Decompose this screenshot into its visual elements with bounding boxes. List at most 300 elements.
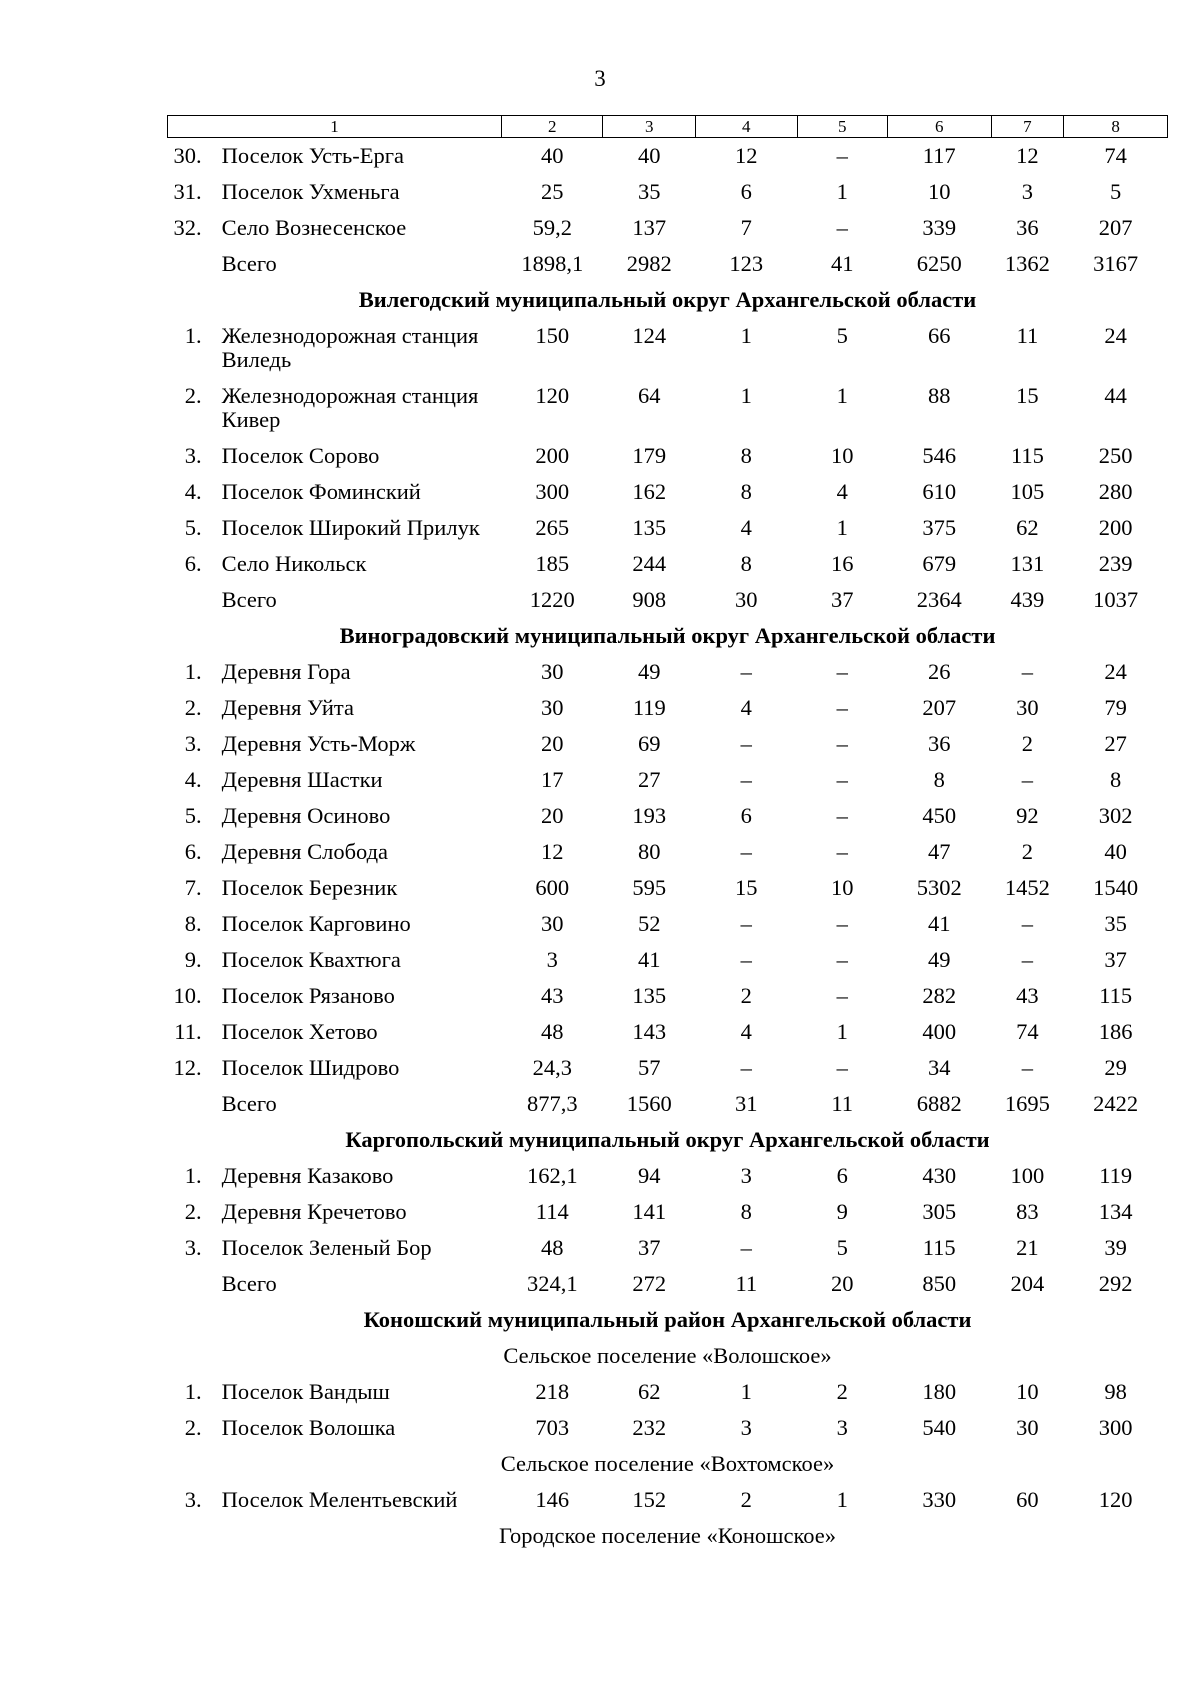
table-row — [168, 978, 1168, 1014]
value-col-4: – — [740, 731, 752, 756]
value-col-6: 6250 — [916, 251, 962, 276]
value-col-7: 92 — [1016, 803, 1039, 828]
row-number: 5. — [184, 515, 202, 540]
row-number: 2. — [184, 383, 202, 408]
row-number — [168, 1266, 212, 1302]
value-col-4: 15 — [735, 875, 758, 900]
value-col-4: – — [740, 767, 752, 792]
value-col-5: 1 — [836, 1487, 848, 1512]
value-col-3: 908 — [632, 587, 667, 612]
value-col-3: 64 — [638, 383, 661, 408]
value-col-3: 162 — [632, 479, 667, 504]
value-col-5: – — [836, 983, 848, 1008]
settlement-name: Железнодорожная станция Кивер — [221, 383, 479, 432]
row-number: 31. — [173, 179, 202, 204]
value-col-2: 48 — [541, 1235, 564, 1260]
value-col-8: 24 — [1104, 323, 1127, 348]
row-number: 2. — [184, 1199, 202, 1224]
value-col-8: 300 — [1098, 1415, 1133, 1440]
value-col-3: 119 — [632, 695, 666, 720]
value-col-8: 120 — [1098, 1487, 1133, 1512]
row-number: 10. — [173, 983, 202, 1008]
value-col-8: 3167 — [1093, 251, 1139, 276]
row-number: 3. — [184, 443, 202, 468]
value-col-2: 877,3 — [526, 1091, 578, 1116]
value-col-8: 200 — [1098, 515, 1133, 540]
value-col-6: 679 — [922, 551, 957, 576]
value-col-4: 123 — [729, 251, 764, 276]
value-col-7: 74 — [1016, 1019, 1039, 1044]
value-col-5: – — [836, 947, 848, 972]
settlement-heading-row — [168, 1338, 1168, 1374]
header-cell-1: 1 — [168, 116, 502, 138]
value-col-4: 1 — [740, 323, 752, 348]
value-col-3: 35 — [638, 179, 661, 204]
total-label: Всего — [221, 251, 277, 276]
value-col-4: – — [740, 911, 752, 936]
district-heading: Вилегодский муниципальный округ Архангельской области — [358, 287, 977, 312]
value-col-2: 146 — [535, 1487, 570, 1512]
value-col-8: 29 — [1104, 1055, 1127, 1080]
value-col-7: 1695 — [1004, 1091, 1050, 1116]
settlement-name: Деревня Гора — [221, 659, 351, 684]
value-col-7: 1362 — [1004, 251, 1050, 276]
table-row — [168, 834, 1168, 870]
value-col-3: 41 — [638, 947, 661, 972]
value-col-5: 41 — [830, 251, 854, 276]
value-col-4: 11 — [735, 1271, 758, 1296]
value-col-8: 1037 — [1093, 587, 1139, 612]
value-col-7: 15 — [1016, 383, 1039, 408]
value-col-7: 83 — [1016, 1199, 1039, 1224]
header-cell-5: 5 — [797, 116, 887, 138]
value-col-4: – — [740, 839, 752, 864]
row-number: 7. — [184, 875, 202, 900]
value-col-8: 27 — [1104, 731, 1127, 756]
table-row — [168, 1410, 1168, 1446]
value-col-8: 239 — [1098, 551, 1133, 576]
value-col-5: 20 — [830, 1271, 854, 1296]
value-col-3: 1560 — [626, 1091, 672, 1116]
value-col-6: 546 — [922, 443, 957, 468]
value-col-4: – — [740, 1235, 752, 1260]
value-col-5: 1 — [836, 1019, 848, 1044]
value-col-8: 79 — [1104, 695, 1127, 720]
value-col-8: 1540 — [1093, 875, 1139, 900]
value-col-3: 49 — [638, 659, 661, 684]
settlement-name: Поселок Квахтюга — [221, 947, 401, 972]
header-cell-3: 3 — [603, 116, 696, 138]
value-col-4: 2 — [740, 983, 752, 1008]
value-col-7: 2 — [1021, 839, 1034, 864]
value-col-8: 44 — [1104, 383, 1127, 408]
value-col-6: 339 — [922, 215, 957, 240]
value-col-3: 143 — [632, 1019, 667, 1044]
value-col-5: 11 — [831, 1091, 854, 1116]
value-col-5: – — [836, 143, 848, 168]
table-row — [168, 378, 1168, 438]
value-col-4: 30 — [735, 587, 758, 612]
value-col-4: 8 — [740, 1199, 752, 1224]
value-col-3: 57 — [638, 1055, 661, 1080]
value-col-8: 24 — [1104, 659, 1127, 684]
settlement-name: Поселок Вандыш — [221, 1379, 390, 1404]
district-heading: Коношский муниципальный район Архангельской области — [363, 1307, 972, 1332]
table-row — [168, 1014, 1168, 1050]
value-col-7: 105 — [1010, 479, 1045, 504]
value-col-3: 37 — [638, 1235, 661, 1260]
value-col-5: – — [836, 659, 848, 684]
value-col-8: 2422 — [1093, 1091, 1139, 1116]
value-col-2: 25 — [541, 179, 564, 204]
value-col-2: 703 — [535, 1415, 570, 1440]
value-col-7: – — [1021, 659, 1034, 684]
value-col-3: 137 — [632, 215, 667, 240]
value-col-2: 43 — [541, 983, 564, 1008]
value-col-2: 150 — [535, 323, 570, 348]
value-col-8: 5 — [1110, 179, 1122, 204]
settlement-name: Деревня Усть-Морж — [221, 731, 416, 756]
settlement-heading-row — [168, 1518, 1168, 1554]
value-col-2: 12 — [541, 839, 564, 864]
table-row — [168, 654, 1168, 690]
value-col-8: 207 — [1098, 215, 1133, 240]
table-row — [168, 210, 1168, 246]
value-col-6: 36 — [927, 731, 951, 756]
settlement-name: Поселок Ухменьга — [221, 179, 400, 204]
value-col-4: 1 — [740, 383, 752, 408]
value-col-6: 180 — [922, 1379, 957, 1404]
value-col-6: 375 — [922, 515, 957, 540]
table-row — [168, 726, 1168, 762]
header-cell-7: 7 — [991, 116, 1064, 138]
value-col-4: – — [740, 659, 752, 684]
table-row — [168, 546, 1168, 582]
value-col-5: 5 — [836, 323, 848, 348]
table-row — [168, 1482, 1168, 1518]
total-row — [168, 1266, 1168, 1302]
value-col-2: 324,1 — [526, 1271, 578, 1296]
settlement-name: Поселок Карговино — [221, 911, 411, 936]
value-col-4: 6 — [740, 803, 752, 828]
table-row — [168, 942, 1168, 978]
value-col-3: 244 — [632, 551, 667, 576]
row-number: 4. — [184, 767, 202, 792]
value-col-6: 6882 — [916, 1091, 962, 1116]
value-col-6: 115 — [922, 1235, 956, 1260]
value-col-6: 47 — [927, 839, 951, 864]
value-col-6: 430 — [922, 1163, 957, 1188]
value-col-8: 74 — [1104, 143, 1127, 168]
value-col-3: 52 — [638, 911, 661, 936]
value-col-7: 60 — [1016, 1487, 1039, 1512]
value-col-5: 1 — [836, 515, 848, 540]
row-number: 2. — [184, 695, 202, 720]
row-number: 12. — [173, 1055, 202, 1080]
value-col-4: – — [740, 1055, 752, 1080]
value-col-3: 27 — [638, 767, 661, 792]
value-col-8: 115 — [1099, 983, 1133, 1008]
value-col-2: 120 — [535, 383, 570, 408]
settlement-name: Деревня Осиново — [221, 803, 391, 828]
settlement-name: Деревня Шастки — [221, 767, 383, 792]
value-col-2: 20 — [541, 803, 564, 828]
value-col-7: 36 — [1016, 215, 1039, 240]
row-number: 6. — [184, 551, 202, 576]
settlement-name: Поселок Волошка — [221, 1415, 396, 1440]
row-number: 6. — [184, 839, 202, 864]
settlement-name: Деревня Кречетово — [221, 1199, 407, 1224]
value-col-5: 5 — [836, 1235, 848, 1260]
district-heading-row — [168, 282, 1168, 318]
header-cell-6: 6 — [887, 116, 991, 138]
value-col-6: 330 — [922, 1487, 957, 1512]
value-col-4: 3 — [740, 1415, 752, 1440]
table-row — [168, 174, 1168, 210]
settlement-heading-row — [168, 1446, 1168, 1482]
value-col-6: 49 — [927, 947, 951, 972]
value-col-3: 141 — [632, 1199, 667, 1224]
row-number: 4. — [184, 479, 202, 504]
value-col-2: 218 — [535, 1379, 570, 1404]
settlement-name: Поселок Усть-Ерга — [221, 143, 404, 168]
value-col-7: – — [1021, 911, 1034, 936]
total-row — [168, 582, 1168, 618]
value-col-6: 10 — [927, 179, 951, 204]
row-number: 2. — [184, 1415, 202, 1440]
settlement-name: Деревня Казаково — [221, 1163, 394, 1188]
value-col-4: 4 — [740, 695, 752, 720]
value-col-8: 186 — [1098, 1019, 1133, 1044]
value-col-7: 11 — [1016, 323, 1039, 348]
settlement-name: Поселок Шидрово — [221, 1055, 400, 1080]
value-col-3: 152 — [632, 1487, 667, 1512]
value-col-2: 30 — [541, 911, 564, 936]
value-col-5: – — [836, 695, 848, 720]
value-col-2: 265 — [535, 515, 570, 540]
header-cell-8: 8 — [1064, 116, 1168, 138]
value-col-3: 135 — [632, 983, 667, 1008]
value-col-6: 400 — [922, 1019, 957, 1044]
value-col-8: 250 — [1098, 443, 1133, 468]
row-number: 1. — [184, 659, 202, 684]
value-col-3: 94 — [638, 1163, 661, 1188]
value-col-6: 26 — [927, 659, 951, 684]
row-number — [168, 1086, 212, 1122]
value-col-7: 43 — [1016, 983, 1039, 1008]
value-col-2: 20 — [541, 731, 564, 756]
settlement-heading: Городское поселение «Коношское» — [498, 1523, 837, 1548]
value-col-5: – — [836, 911, 848, 936]
value-col-5: 16 — [830, 551, 854, 576]
district-heading-row — [168, 1302, 1168, 1338]
value-col-2: 17 — [541, 767, 564, 792]
settlement-name: Поселок Широкий Прилук — [221, 515, 480, 540]
row-number: 3. — [184, 1235, 202, 1260]
value-col-7: 62 — [1016, 515, 1039, 540]
value-col-6: 5302 — [916, 875, 962, 900]
value-col-3: 2982 — [626, 251, 672, 276]
value-col-2: 185 — [535, 551, 570, 576]
table-row — [168, 798, 1168, 834]
value-col-4: 4 — [740, 515, 752, 540]
total-label: Всего — [221, 1091, 277, 1116]
value-col-2: 200 — [535, 443, 570, 468]
value-col-2: 48 — [541, 1019, 564, 1044]
table-row — [168, 318, 1168, 378]
value-col-4: 8 — [740, 551, 752, 576]
value-col-6: 305 — [922, 1199, 957, 1224]
value-col-6: 2364 — [916, 587, 962, 612]
row-number: 5. — [184, 803, 202, 828]
value-col-6: 88 — [927, 383, 951, 408]
value-col-7: 131 — [1010, 551, 1045, 576]
value-col-4: 2 — [740, 1487, 752, 1512]
settlement-name: Поселок Зеленый Бор — [221, 1235, 432, 1260]
table-row — [168, 690, 1168, 726]
value-col-5: – — [836, 1055, 848, 1080]
value-col-6: 117 — [922, 143, 956, 168]
row-number: 3. — [184, 731, 202, 756]
value-col-8: 119 — [1099, 1163, 1133, 1188]
header-cell-4: 4 — [696, 116, 797, 138]
value-col-2: 40 — [541, 143, 564, 168]
table-row — [168, 870, 1168, 906]
total-label: Всего — [221, 587, 277, 612]
value-col-8: 39 — [1104, 1235, 1127, 1260]
settlement-name: Поселок Хетово — [221, 1019, 378, 1044]
value-col-8: 98 — [1104, 1379, 1127, 1404]
settlement-name: Село Вознесенское — [221, 215, 407, 240]
value-col-7: 204 — [1010, 1271, 1045, 1296]
value-col-7: – — [1021, 1055, 1034, 1080]
total-row — [168, 246, 1168, 282]
value-col-8: 280 — [1098, 479, 1133, 504]
district-heading-row — [168, 618, 1168, 654]
value-col-7: 21 — [1016, 1235, 1039, 1260]
value-col-2: 30 — [541, 695, 564, 720]
value-col-2: 600 — [535, 875, 570, 900]
table-row — [168, 1050, 1168, 1086]
value-col-3: 135 — [632, 515, 667, 540]
value-col-3: 80 — [638, 839, 661, 864]
value-col-2: 1898,1 — [521, 251, 584, 276]
value-col-7: 12 — [1016, 143, 1039, 168]
value-col-6: 66 — [927, 323, 951, 348]
value-col-4: 12 — [735, 143, 758, 168]
row-number: 11. — [174, 1019, 202, 1044]
value-col-3: 595 — [632, 875, 667, 900]
value-col-5: 6 — [836, 1163, 848, 1188]
settlement-heading: Сельское поселение «Волошское» — [503, 1343, 832, 1368]
value-col-6: 41 — [927, 911, 951, 936]
value-col-6: 207 — [922, 695, 957, 720]
value-col-7: 115 — [1010, 443, 1044, 468]
total-label: Всего — [221, 1271, 277, 1296]
value-col-5: – — [836, 767, 848, 792]
value-col-5: – — [836, 731, 848, 756]
row-number: 1. — [184, 1163, 202, 1188]
row-number: 1. — [184, 323, 202, 348]
value-col-7: 30 — [1016, 1415, 1039, 1440]
value-col-4: 31 — [735, 1091, 758, 1116]
value-col-5: 2 — [836, 1379, 848, 1404]
value-col-4: 8 — [740, 479, 752, 504]
value-col-5: – — [836, 215, 848, 240]
settlement-name: Деревня Слобода — [221, 839, 389, 864]
row-number — [168, 582, 212, 618]
district-heading: Каргопольский муниципальный округ Архангельской области — [345, 1127, 990, 1152]
settlement-name: Поселок Рязаново — [221, 983, 395, 1008]
settlement-name: Железнодорожная станция Виледь — [221, 323, 479, 372]
value-col-7: 100 — [1010, 1163, 1045, 1188]
value-col-5: 10 — [830, 443, 854, 468]
table-row — [168, 906, 1168, 942]
row-number: 8. — [184, 911, 202, 936]
value-col-8: 302 — [1098, 803, 1133, 828]
settlement-name: Село Никольск — [221, 551, 367, 576]
row-number: 32. — [173, 215, 202, 240]
value-col-6: 282 — [922, 983, 957, 1008]
value-col-8: 40 — [1104, 839, 1127, 864]
table-header-row — [168, 116, 1168, 138]
table-row — [168, 1374, 1168, 1410]
value-col-8: 8 — [1110, 767, 1122, 792]
table-row — [168, 1158, 1168, 1194]
value-col-3: 193 — [632, 803, 667, 828]
value-col-5: 10 — [830, 875, 854, 900]
value-col-3: 179 — [632, 443, 667, 468]
value-col-4: 4 — [740, 1019, 752, 1044]
value-col-5: 3 — [836, 1415, 848, 1440]
value-col-3: 272 — [632, 1271, 667, 1296]
value-col-2: 30 — [541, 659, 564, 684]
value-col-2: 162,1 — [526, 1163, 578, 1188]
value-col-7: 1452 — [1004, 875, 1050, 900]
value-col-7: 30 — [1016, 695, 1039, 720]
value-col-5: – — [836, 803, 848, 828]
value-col-7: 3 — [1021, 179, 1034, 204]
value-col-5: 4 — [836, 479, 848, 504]
row-number: 9. — [184, 947, 202, 972]
value-col-5: 9 — [836, 1199, 848, 1224]
settlement-name: Поселок Мелентьевский — [221, 1487, 458, 1512]
settlement-name: Поселок Березник — [221, 875, 398, 900]
value-col-2: 114 — [535, 1199, 569, 1224]
table-row — [168, 474, 1168, 510]
value-col-6: 850 — [922, 1271, 957, 1296]
value-col-3: 62 — [638, 1379, 661, 1404]
row-number: 30. — [173, 143, 202, 168]
settlement-heading: Сельское поселение «Вохтомское» — [500, 1451, 835, 1476]
value-col-7: – — [1021, 947, 1034, 972]
district-heading-row — [168, 1122, 1168, 1158]
value-col-8: 37 — [1104, 947, 1127, 972]
value-col-8: 292 — [1098, 1271, 1133, 1296]
value-col-4: 7 — [740, 215, 752, 240]
value-col-7: 439 — [1010, 587, 1045, 612]
settlement-name: Поселок Сорово — [221, 443, 380, 468]
value-col-4: 3 — [740, 1163, 752, 1188]
value-col-2: 59,2 — [532, 215, 572, 240]
value-col-6: 34 — [927, 1055, 951, 1080]
value-col-8: 134 — [1098, 1199, 1133, 1224]
value-col-3: 40 — [638, 143, 661, 168]
table-row — [168, 438, 1168, 474]
value-col-2: 300 — [535, 479, 570, 504]
district-heading: Виноградовский муниципальный округ Архангельской области — [339, 623, 996, 648]
row-number: 3. — [184, 1487, 202, 1512]
